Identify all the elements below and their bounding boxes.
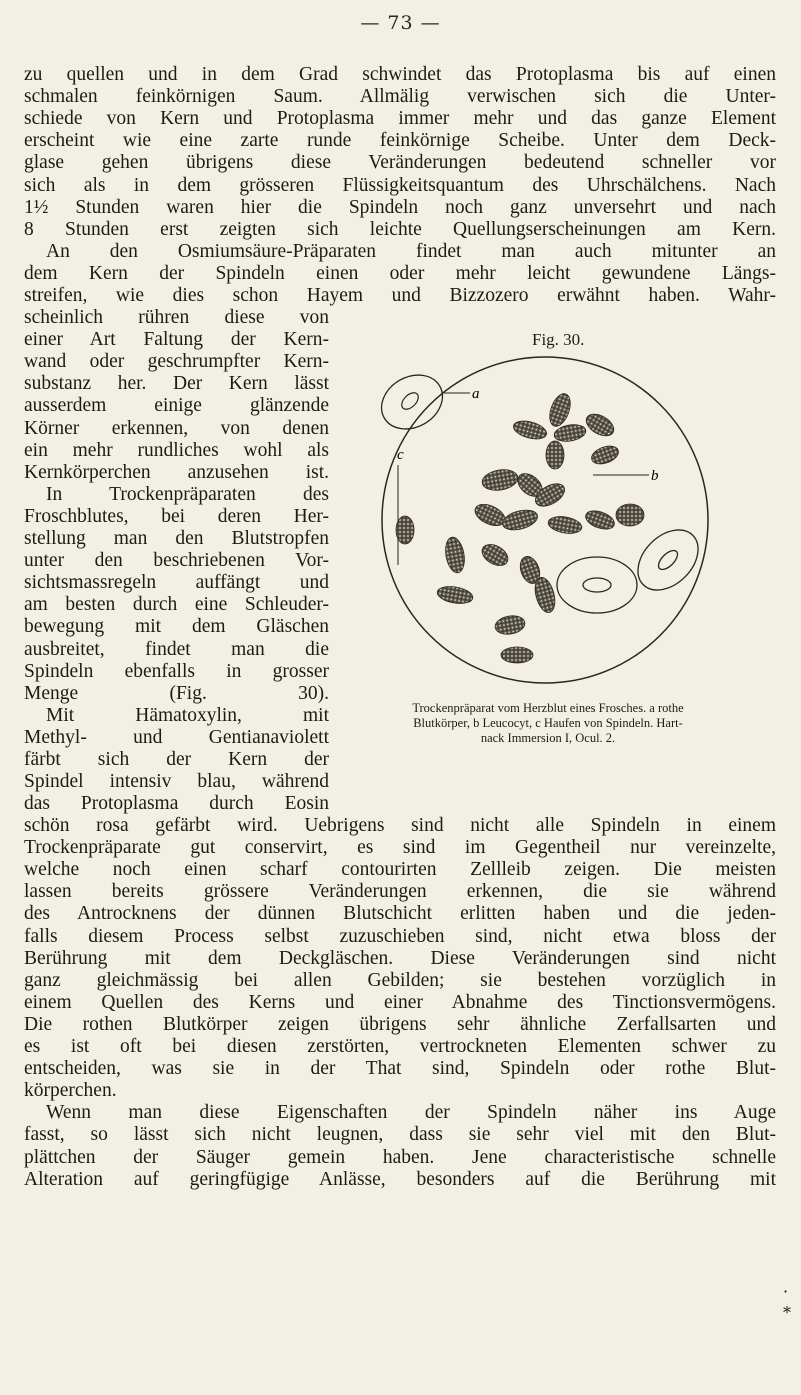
text-line: schmalen feinkörnigen Saum. Allmälig verwischen sich die Unter- xyxy=(24,86,776,108)
text-line: Menge (Fig. 30). xyxy=(24,682,329,704)
text-line: Körner erkennen, von denen xyxy=(24,417,329,439)
text-line: glase gehen übrigens diese Veränderungen bedeutend schneller vor xyxy=(24,152,776,174)
figure-letter-a: a xyxy=(472,386,480,402)
figure-caption-line: Trockenpräparat vom Herzblut eines Frosches. a rothe xyxy=(412,701,684,715)
text-line: einer Art Faltung der Kern- xyxy=(24,329,329,351)
text-line: zu quellen und in dem Grad schwindet das Protoplasma bis auf einen xyxy=(24,64,776,85)
figure-caption xyxy=(358,701,738,746)
text-line: welche noch einen scharf contourirten Zellleib zeigen. Die meisten xyxy=(24,859,776,881)
text-line: Spindel intensiv blau, während xyxy=(24,771,329,793)
red-blood-cell-a xyxy=(372,364,470,439)
text-line: ausbreitet, findet man die xyxy=(24,638,329,660)
text-line: wand oder geschrumpfter Kern- xyxy=(24,351,329,373)
text-line: sich als in dem grösseren Flüssigkeitsquantum des Uhrschälchens. Nach xyxy=(24,174,776,196)
text-line: das Protoplasma durch Eosin xyxy=(24,793,329,815)
text-line: An den Osmiumsäure-Präparaten findet man auch mitunter an xyxy=(46,240,776,262)
text-line: ganz gleichmässig bei allen Gebilden; sie bestehen vorzüglich in xyxy=(24,969,776,991)
text-line: Wenn man diese Eigenschaften der Spindeln näher ins Auge xyxy=(46,1102,776,1124)
text-line: sichtsmassregeln auffängt und xyxy=(24,572,329,594)
text-line: des Antrocknens der dünnen Blutschicht erlitten haben und die jeden- xyxy=(24,903,776,925)
page-number: — 73 — xyxy=(360,12,441,34)
text-line: Berührung mit dem Deckgläschen. Diese Veränderungen sind nicht xyxy=(24,947,776,969)
text-line: ein mehr rundliches wohl als xyxy=(24,439,329,461)
figure-30-illustration xyxy=(355,355,735,690)
text-line: scheinlich rühren diese von xyxy=(24,307,329,328)
figure-label: Fig. 30. xyxy=(532,330,585,349)
text-line: Die rothen Blutkörper zeigen übrigens sehr ähnliche Zerfallsarten und xyxy=(24,1013,776,1035)
text-line: fasst, so lässt sich nicht leugnen, dass sie sehr viel mit den Blut- xyxy=(24,1124,776,1146)
figure-letter-c: c xyxy=(397,447,404,463)
text-line: 8 Stunden erst zeigten sich leichte Quellungserscheinungen am Kern. xyxy=(24,218,776,240)
text-line: schiede von Kern und Protoplasma immer mehr und das ganze Element xyxy=(24,108,776,130)
text-line: Alteration auf geringfügige Anlässe, besonders auf die Berührung mit xyxy=(24,1168,776,1190)
red-blood-cells-right xyxy=(557,518,710,613)
figure-caption-line: Blutkörper, b Leucocyt, c Haufen von Spindeln. Hart- xyxy=(413,716,683,730)
edge-mark-dot: · xyxy=(783,1282,789,1301)
edge-mark-star: * xyxy=(783,1303,791,1322)
text-line: substanz her. Der Kern lässt xyxy=(24,373,329,395)
text-line: dem Kern der Spindeln einen oder mehr leicht gewundene Längs- xyxy=(24,262,776,284)
text-line: lassen bereits grössere Veränderungen erkennen, die sie während xyxy=(24,881,776,903)
text-line: plättchen der Säuger gemein haben. Jene characteristische schnelle xyxy=(24,1146,776,1168)
figure-caption-line: nack Immersion I, Ocul. 2. xyxy=(480,731,616,745)
text-line: es ist oft bei diesen zerstörten, vertrockneten Elementen schwer zu xyxy=(24,1036,776,1057)
text-line: Spindeln ebenfalls in grosser xyxy=(24,660,329,682)
text-line: einem Quellen des Kerns und einer Abnahme des Tinctionsvermögens. xyxy=(24,991,776,1013)
microscope-field-circle xyxy=(382,357,708,683)
text-line: ausserdem einige glänzende xyxy=(24,395,329,417)
text-line: Kernkörperchen anzusehen ist. xyxy=(24,461,329,483)
text-line: schön rosa gefärbt wird. Uebrigens sind nicht alle Spindeln in einem xyxy=(24,815,776,836)
text-line: 1½ Stunden waren hier die Spindeln noch ganz unversehrt und nach xyxy=(24,196,776,218)
text-line: bewegung mit dem Gläschen xyxy=(24,616,329,638)
text-line: Froschblutes, bei deren Her- xyxy=(24,505,329,527)
text-line: streifen, wie dies schon Hayem und Bizzozero erwähnt haben. Wahr- xyxy=(24,285,776,306)
text-line: Methyl- und Gentianaviolett xyxy=(24,726,329,748)
figure-letter-b: b xyxy=(651,468,659,484)
text-line: erscheint wie eine zarte runde feinkörnige Scheibe. Unter dem Deck- xyxy=(24,130,776,152)
text-line: entscheiden, was sie in der That sind, Spindeln oder rothe Blut- xyxy=(24,1058,776,1080)
text-line: falls diesem Process selbst zuzuschieben sind, nicht etwa bloss der xyxy=(24,925,776,947)
text-line: am besten durch eine Schleuder- xyxy=(24,594,329,616)
spindle-cluster-c xyxy=(396,391,644,663)
text-line: In Trockenpräparaten des xyxy=(46,483,329,505)
text-line: unter den beschriebenen Vor- xyxy=(24,550,329,572)
text-line: färbt sich der Kern der xyxy=(24,749,329,770)
text-line: Trockenpräparate gut conservirt, es sind im Gegentheil nur vereinzelte, xyxy=(24,837,776,859)
text-line: körperchen. xyxy=(24,1080,117,1102)
text-line: Mit Hämatoxylin, mit xyxy=(46,704,329,726)
text-line: stellung man den Blutstropfen xyxy=(24,528,329,549)
